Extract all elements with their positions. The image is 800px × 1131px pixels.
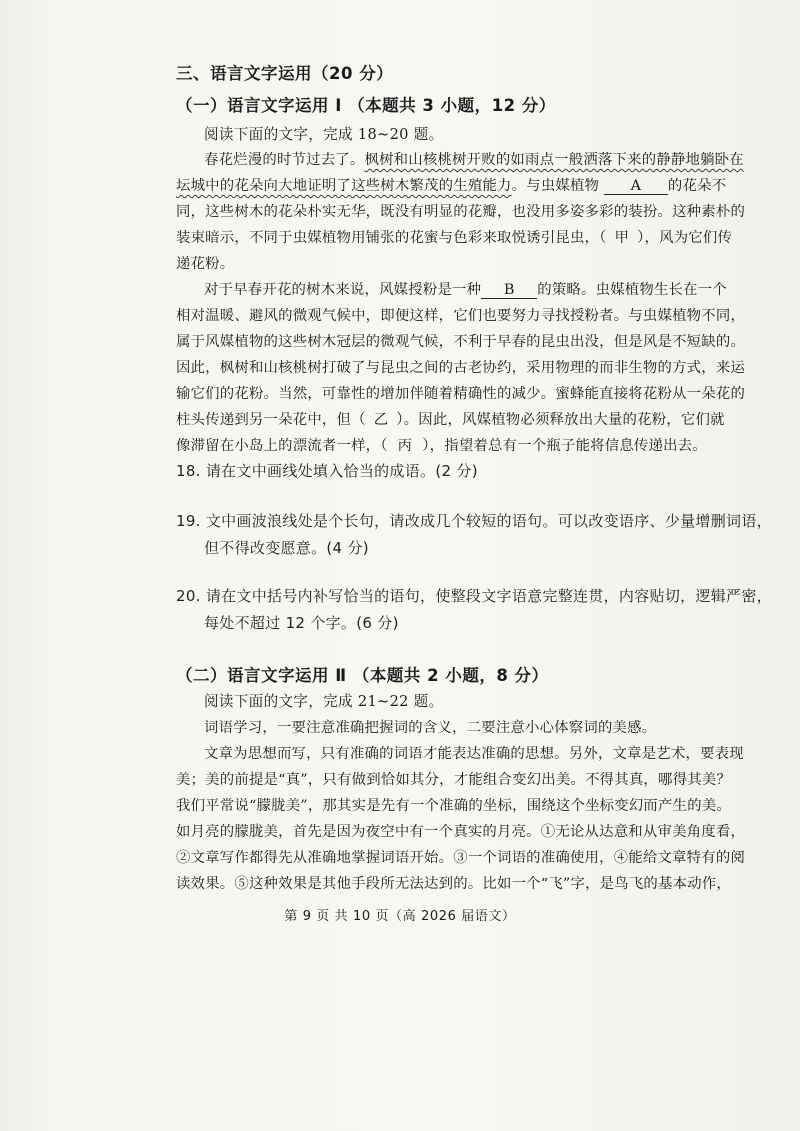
para2-line3: 属于风媒植物的这些树木冠层的微观气候，不利于早春的昆虫出没，但是风是不短缺的。 <box>176 334 746 350</box>
question-20-line1: 20. 请在文中括号内补写恰当的语句，使整段文字语意完整连贯，内容贴切，逻辑严密， <box>176 587 772 605</box>
part2-line2: 文章为思想而写，只有准确的词语才能表达准确的思想。另外，文章是艺术，要表现 <box>204 746 744 762</box>
slot-yi[interactable]: 乙 <box>373 412 389 428</box>
blank-a[interactable]: A <box>604 178 668 195</box>
para2-line6-b: ）。因此，风媒植物必须释放出大量的花粉，它们就 <box>396 412 725 428</box>
para2-line7 <box>176 434 707 455</box>
para2-line6-a: 柱头传递到另一朵花中，但（ <box>176 412 366 428</box>
para2-line4: 因此，枫树和山核桃树打破了与昆虫之间的古老协约，采用物理的而非生物的方式，来运 <box>176 360 746 376</box>
wavy-sentence-part1: 枫树和山核桃树开败的如雨点一般洒落下来的静静地躺卧在 <box>364 152 744 168</box>
part2-line7: 读效果。⑤这种效果是其他手段所无法达到的。比如一个“飞”字，是鸟飞的基本动作， <box>176 876 731 892</box>
para1-line2 <box>176 174 726 195</box>
part1-instruction: 阅读下面的文字，完成 18~20 题。 <box>204 126 444 143</box>
part2-instruction: 阅读下面的文字，完成 21~22 题。 <box>204 693 444 710</box>
part2-title: （二）语言文字运用 Ⅱ （本题共 2 小题，8 分） <box>176 666 549 685</box>
question-20-line2: 每处不超过 12 个字。(6 分) <box>204 614 399 632</box>
para2-line1-b: 的策略。虫媒植物生长在一个 <box>537 282 727 298</box>
question-18: 18. 请在文中画线处填入恰当的成语。(2 分) <box>176 462 478 480</box>
slot-jia[interactable]: 甲 <box>614 230 630 246</box>
para2-line6 <box>176 408 725 429</box>
para1-line2-c: 的花朵不 <box>667 178 727 194</box>
question-19-line1: 19. 文中画波浪线处是个长句，请改成几个较短的语句。可以改变语序、少量增删词语， <box>176 512 772 530</box>
part2-line4: 我们平常说“朦胧美”，那其实是先有一个准确的坐标，围绕这个坐标变幻而产生的美。 <box>176 798 731 814</box>
para1-line1 <box>204 148 744 169</box>
part1-title: （一）语言文字运用 Ⅰ （本题共 3 小题，12 分） <box>176 96 556 115</box>
part2-line3: 美；美的前提是“真”，只有做到恰如其分，才能组合变幻出美。不得其真，哪得其美？ <box>176 772 731 788</box>
para2-line7-b: ），指望着总有一个瓶子能将信息传递出去。 <box>422 438 707 454</box>
para1-line2-b: 。与虫媒植物 <box>511 178 600 194</box>
part2-line1: 词语学习，一要注意准确把握词的含义，二要注意小心体察词的美感。 <box>204 720 657 736</box>
para2-line5: 输它们的花粉。当然，可靠性的增加伴随着精确性的减少。蜜蜂能直接将花粉从一朵花的 <box>176 386 746 402</box>
question-19-line2: 但不得改变愿意。(4 分) <box>204 539 369 557</box>
para1-line4 <box>176 226 732 247</box>
para1-line1-a: 春花烂漫的时节过去了。 <box>204 152 365 168</box>
para1-line4-a: 装束暗示，不同于虫媒植物用铺张的花蜜与色彩来取悦诱引昆虫，（ <box>176 230 607 246</box>
slot-bing[interactable]: 丙 <box>397 438 413 454</box>
part2-line6: ②文章写作都得先从准确地掌握词语开始。③一个词语的准确使用，④能给文章特有的阅 <box>176 850 746 866</box>
para2-line2: 相对温暖、避风的微观气候中，即便这样，它们也要努力寻找授粉者。与虫媒植物不同， <box>176 308 746 324</box>
para1-line3: 同，这些树木的花朵朴实无华，既没有明显的花瓣，也没用多姿多彩的装扮。这种素朴的 <box>176 204 746 220</box>
para1-line4-b: ），风为它们传 <box>637 230 733 246</box>
part2-line5: 如月亮的朦胧美，首先是因为夜空中有一个真实的月亮。①无论从达意和从审美角度看， <box>176 824 746 840</box>
para2-line1-a: 对于早春开花的树木来说，风媒授粉是一种 <box>204 282 482 298</box>
page-footer: 第 9 页 共 10 页（高 2026 届语文） <box>284 909 516 924</box>
para2-line7-a: 像滞留在小岛上的漂流者一样，（ <box>176 438 388 454</box>
section-title: 三、语言文字运用（20 分） <box>176 64 394 83</box>
wavy-sentence-part2: 坛城中的花朵向大地证明了这些树木繁茂的生殖能力 <box>176 178 512 194</box>
para2-line1 <box>204 278 727 299</box>
blank-b[interactable]: B <box>481 282 537 299</box>
para1-line5: 递花粉。 <box>176 256 235 272</box>
